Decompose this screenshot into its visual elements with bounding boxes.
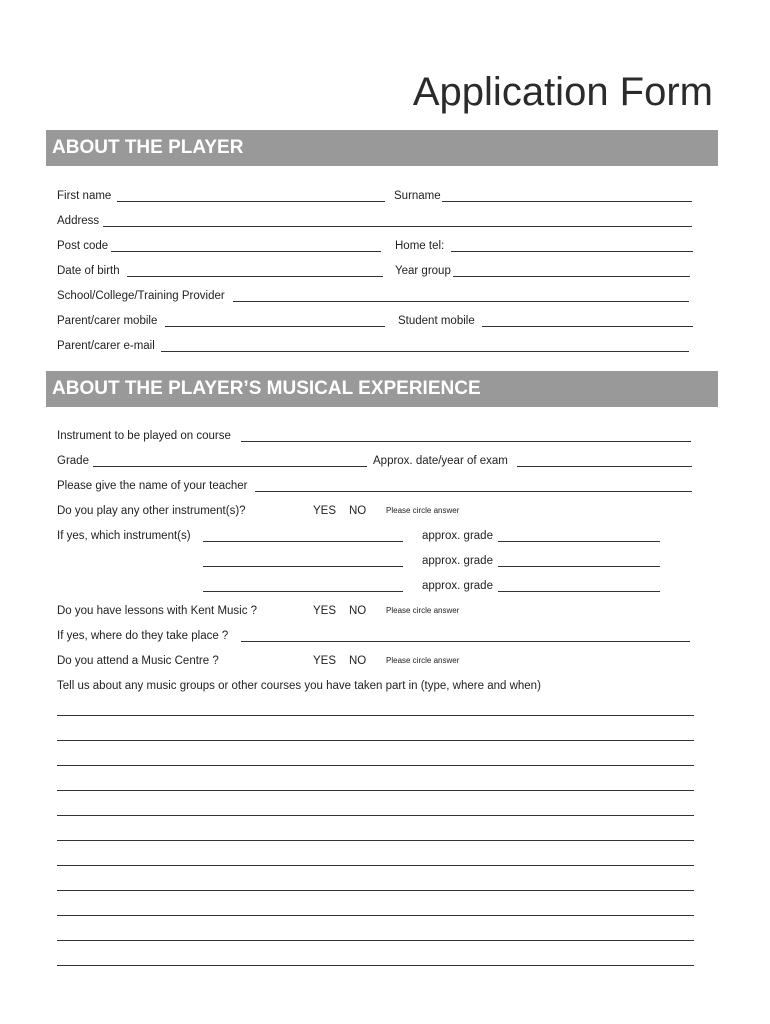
dob-field[interactable] <box>127 276 383 277</box>
groups-answer-line[interactable] <box>57 815 694 816</box>
address-label: Address <box>57 215 100 227</box>
grade-label: Grade <box>57 455 89 467</box>
exam-date-label: Approx. date/year of exam <box>373 455 508 467</box>
teacher-label: Please give the name of your teacher <box>57 480 248 492</box>
parent-email-label: Parent/carer e-mail <box>57 340 155 352</box>
where-lessons-field[interactable] <box>241 641 690 642</box>
parent-mobile-field[interactable] <box>165 326 385 327</box>
surname-field[interactable] <box>442 201 692 202</box>
grade-field[interactable] <box>93 466 367 467</box>
page-title: Application Form <box>412 70 713 114</box>
groups-label: Tell us about any music groups or other courses you have taken part in (type, where and when) <box>57 680 541 692</box>
other-instruments-label: Do you play any other instrument(s)? <box>57 505 246 517</box>
surname-label: Surname <box>394 190 441 202</box>
year-group-field[interactable] <box>453 276 690 277</box>
school-field[interactable] <box>233 301 689 302</box>
approx-grade-3-field[interactable] <box>498 591 660 592</box>
school-label: School/College/Training Provider <box>57 290 225 302</box>
row-groups <box>57 677 695 695</box>
exam-date-field[interactable] <box>517 466 692 467</box>
instrument-2-field[interactable] <box>203 566 403 567</box>
circle-note: Please circle answer <box>386 656 460 665</box>
row-lessons <box>57 602 695 620</box>
row-music-centre <box>57 652 695 670</box>
first-name-field[interactable] <box>117 201 385 202</box>
groups-answer-line[interactable] <box>57 865 694 866</box>
which-instruments-label: If yes, which instrument(s) <box>57 530 191 542</box>
address-field[interactable] <box>103 226 692 227</box>
instrument-1-field[interactable] <box>203 541 403 542</box>
groups-answer-line[interactable] <box>57 940 694 941</box>
home-tel-label: Home tel: <box>395 240 445 252</box>
approx-grade-1-field[interactable] <box>498 541 660 542</box>
row-mobiles <box>57 312 695 330</box>
row-address <box>57 212 695 230</box>
section-header-player: ABOUT THE PLAYER <box>46 130 718 166</box>
first-name-label: First name <box>57 190 112 202</box>
row-school <box>57 287 695 305</box>
row-instrument-2 <box>57 552 695 570</box>
approx-grade-label: approx. grade <box>422 530 493 542</box>
student-mobile-field[interactable] <box>482 326 693 327</box>
lessons-label: Do you have lessons with Kent Music ? <box>57 605 258 617</box>
circle-note: Please circle answer <box>386 506 460 515</box>
row-instrument <box>57 427 695 445</box>
row-other-instruments <box>57 502 695 520</box>
section-header-music: ABOUT THE PLAYER’S MUSICAL EXPERIENCE <box>46 371 718 407</box>
row-where-lessons <box>57 627 695 645</box>
approx-grade-label: approx. grade <box>422 580 493 592</box>
yes-option[interactable]: YES <box>313 505 337 517</box>
no-option[interactable]: NO <box>349 605 367 617</box>
parent-email-field[interactable] <box>161 351 689 352</box>
groups-answer-line[interactable] <box>57 740 694 741</box>
parent-mobile-label: Parent/carer mobile <box>57 315 158 327</box>
groups-answer-line[interactable] <box>57 765 694 766</box>
row-instrument-3 <box>57 577 695 595</box>
groups-answer-line[interactable] <box>57 715 694 716</box>
yes-option[interactable]: YES <box>313 605 337 617</box>
approx-grade-2-field[interactable] <box>498 566 660 567</box>
teacher-field[interactable] <box>255 491 692 492</box>
groups-answer-line[interactable] <box>57 890 694 891</box>
no-option[interactable]: NO <box>349 505 367 517</box>
groups-answer-line[interactable] <box>57 840 694 841</box>
approx-grade-label: approx. grade <box>422 555 493 567</box>
row-dob <box>57 262 695 280</box>
post-code-field[interactable] <box>111 251 381 252</box>
row-which-instruments <box>57 527 695 545</box>
groups-answer-line[interactable] <box>57 915 694 916</box>
circle-note: Please circle answer <box>386 606 460 615</box>
instrument-field[interactable] <box>241 441 691 442</box>
home-tel-field[interactable] <box>451 251 693 252</box>
row-grade <box>57 452 695 470</box>
dob-label: Date of birth <box>57 265 120 277</box>
instrument-3-field[interactable] <box>203 591 403 592</box>
groups-answer-line[interactable] <box>57 790 694 791</box>
post-code-label: Post code <box>57 240 109 252</box>
student-mobile-label: Student mobile <box>398 315 475 327</box>
instrument-label: Instrument to be played on course <box>57 430 231 442</box>
row-name <box>57 187 695 205</box>
where-lessons-label: If yes, where do they take place ? <box>57 630 229 642</box>
groups-answer-line[interactable] <box>57 965 694 966</box>
no-option[interactable]: NO <box>349 655 367 667</box>
yes-option[interactable]: YES <box>313 655 337 667</box>
row-email <box>57 337 695 355</box>
year-group-label: Year group <box>395 265 451 277</box>
row-teacher <box>57 477 695 495</box>
row-postcode <box>57 237 695 255</box>
music-centre-label: Do you attend a Music Centre ? <box>57 655 219 667</box>
